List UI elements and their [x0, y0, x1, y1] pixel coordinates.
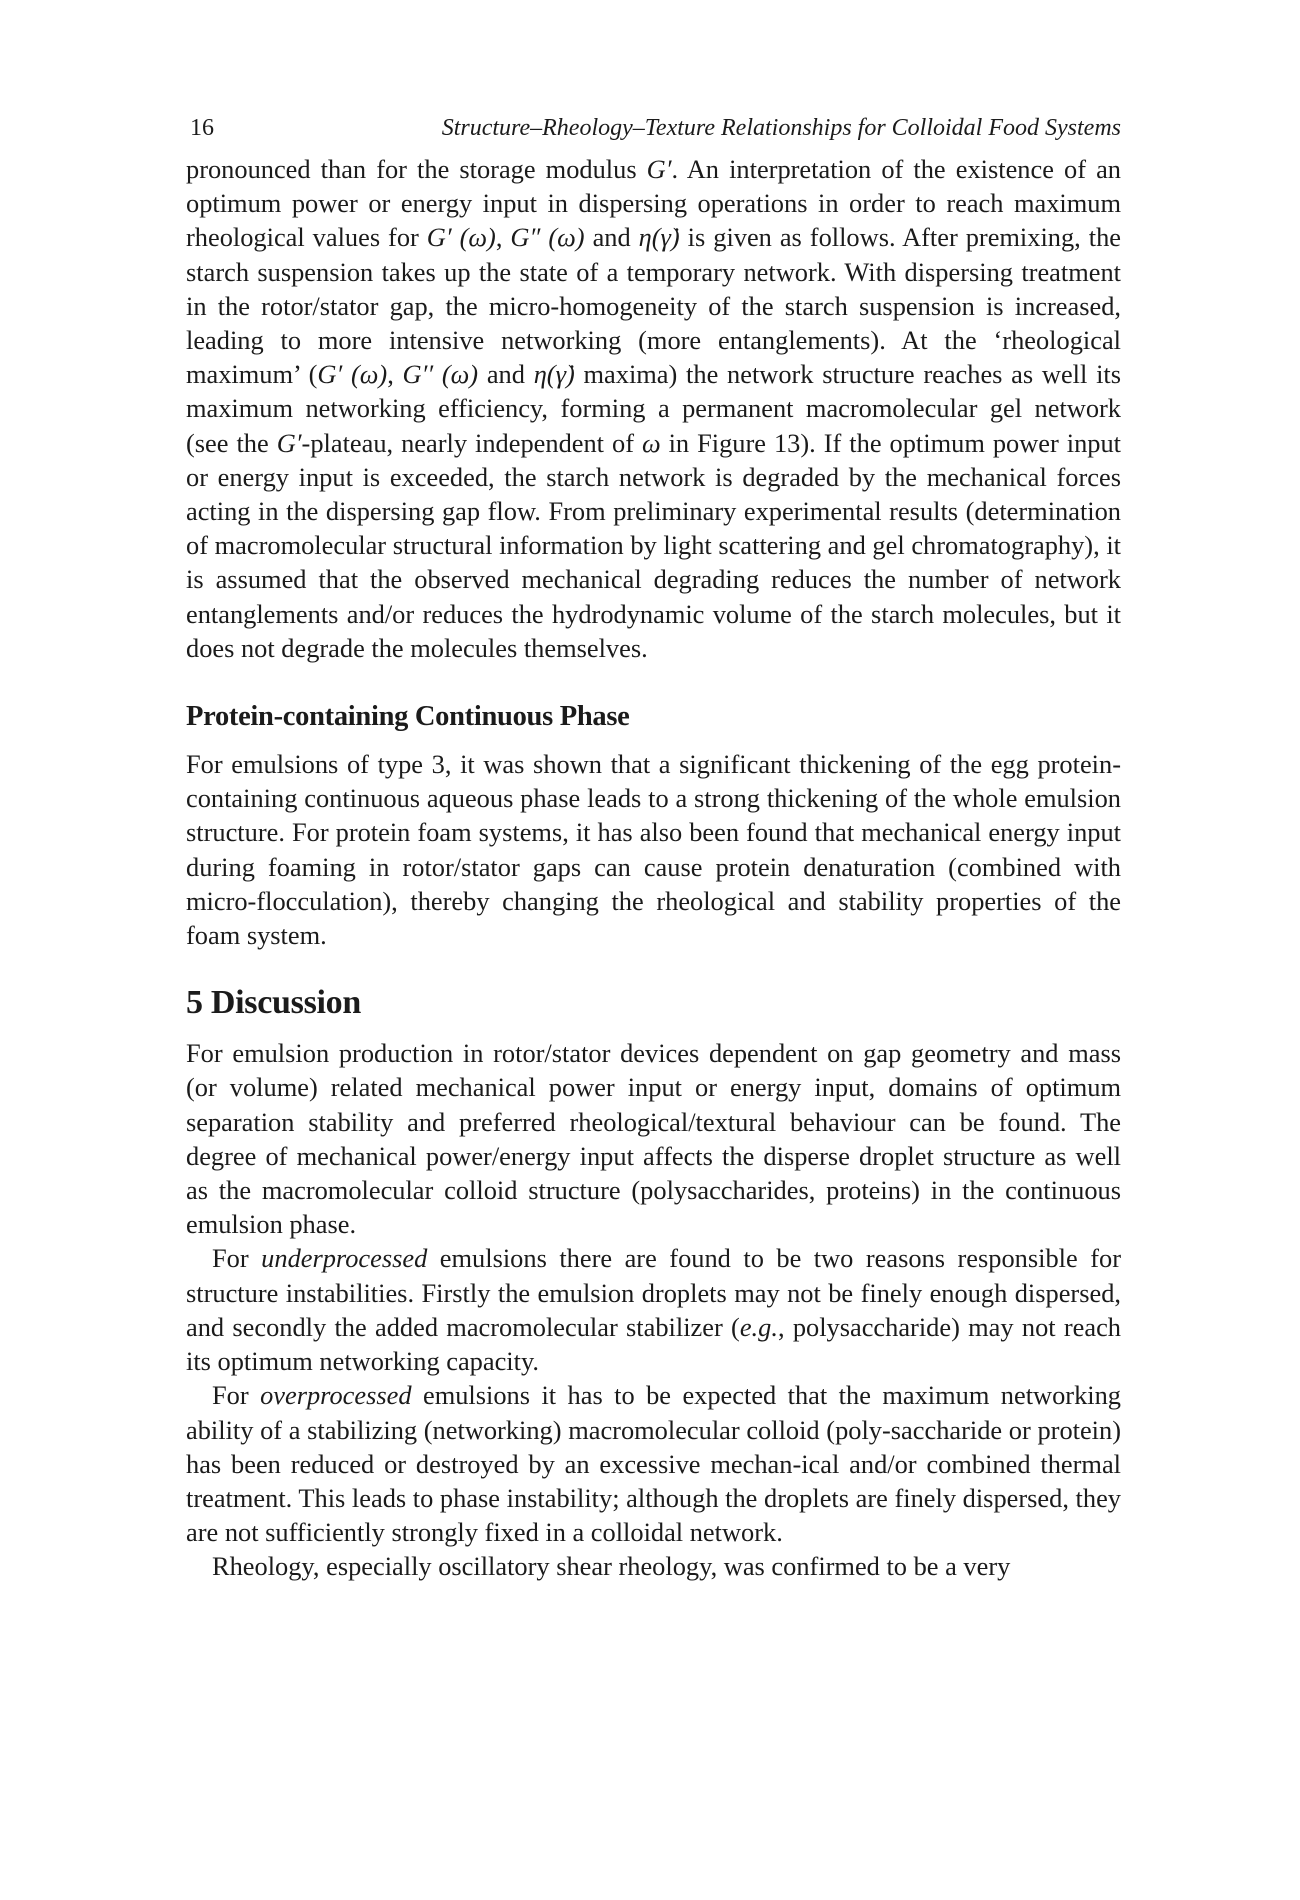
body-paragraph-starch: pronounced than for the storage modulus G′. An interpretation of the existence of an optimum power or energy input in dispersing operations in order to reach maximum rheological values for G′ (ω), G″ (ω) and η(γ̇) is given as follows. After premixing, the starch suspension takes up the state of a temporary network. With dispersing treatment in the rotor/stator gap, the micro-homogeneity of the starch suspension is increased, leading to more intensive networking (more entanglements). At the ‘rheological maximum’ (G′ (ω), G′′ (ω) and η(γ̇) maxima) the network structure reaches as well its maximum networking efficiency, forming a permanent macromolecular gel network (see the G′-plateau, nearly independent of ω in Figure 13). If the optimum power input or energy input is exceeded, the starch network is degraded by the mechanical forces acting in the dispersing gap flow. From preliminary experimental results (determination of macromolecular structural information by light scattering and gel chromatography), it is assumed that the observed mechanical degrading reduces the number of network entanglements and/or reduces the hydrodynamic volume of the starch molecules, but it does not degrade the molecules themselves. — [186, 154, 1122, 663]
body-paragraph-rheology: Rheology, especially oscillatory shear rheology, was confirmed to be a very — [212, 1551, 1011, 1582]
page — [186, 108, 1121, 1584]
math-eta-shear-rate: η(γ̇) — [638, 222, 680, 253]
emphasis-underprocessed: underprocessed — [261, 1243, 428, 1274]
section-heading-discussion: 5 Discussion — [186, 984, 361, 1022]
section-heading-protein: Protein-containing Continuous Phase — [186, 701, 630, 733]
body-paragraph-discussion-1: For emulsion production in rotor/stator devices dependent on gap geometry and mass (or volume) related mechanical power input or energy input, domains of optimum separation stability and preferred rheological/textural behaviour can be found. The degree of mechanical power/energy input affects the disperse droplet structure as well as the macromolecular colloid structure (polysaccharides, proteins) in the continuous emulsion phase. — [186, 1038, 1121, 1240]
running-title: Structure–Rheology–Texture Relationships for Colloidal Food Systems — [441, 115, 1121, 141]
math-g-prime: G′ — [646, 154, 672, 184]
body-paragraph-overprocessed: For overprocessed emulsions it has to be expected that the maximum networking ability of a stabilizing (networking) macromolecular colloid (poly-saccharide or protein) has been reduced or destroyed by an excessive mechan-ical and/or combined thermal treatment. This leads to phase instability; although the droplets are finely dispersed, they are not sufficiently strongly fixed in a colloidal network. — [186, 1380, 1121, 1548]
emphasis-eg: e.g. — [739, 1311, 778, 1342]
math-g-prime-omega: G′ (ω) — [317, 359, 388, 390]
running-header — [186, 108, 1121, 148]
page-number: 16 — [190, 115, 214, 141]
math-eta-shear-rate: η(γ̇) — [533, 359, 575, 390]
emphasis-overprocessed: overprocessed — [260, 1380, 412, 1411]
body-paragraph-protein: For emulsions of type 3, it was shown that a significant thickening of the egg protein-containing continuous aqueous phase leads to a strong thickening of the whole emulsion structure. For protein foam systems, it has also been found that mechanical energy input during foaming in rotor/stator gaps can cause protein denaturation (combined with micro-flocculation), thereby changing the rheological and stability properties of the foam system. — [186, 749, 1121, 951]
body-paragraph-underprocessed: For underprocessed emulsions there are found to be two reasons responsible for structure instabilities. Firstly the emulsion droplets may not be finely enough dispersed, and secondly the added macromolecular stabilizer (e.g., polysaccharide) may not reach its optimum networking capacity. — [186, 1243, 1122, 1377]
math-g-prime: G′ — [276, 427, 302, 458]
math-g-prime-omega: G′ (ω) — [426, 222, 496, 253]
math-g-double-prime-omega: G′′ (ω) — [402, 359, 479, 390]
math-g-double-prime-omega: G″ (ω) — [510, 222, 585, 253]
math-omega: ω — [641, 427, 661, 458]
